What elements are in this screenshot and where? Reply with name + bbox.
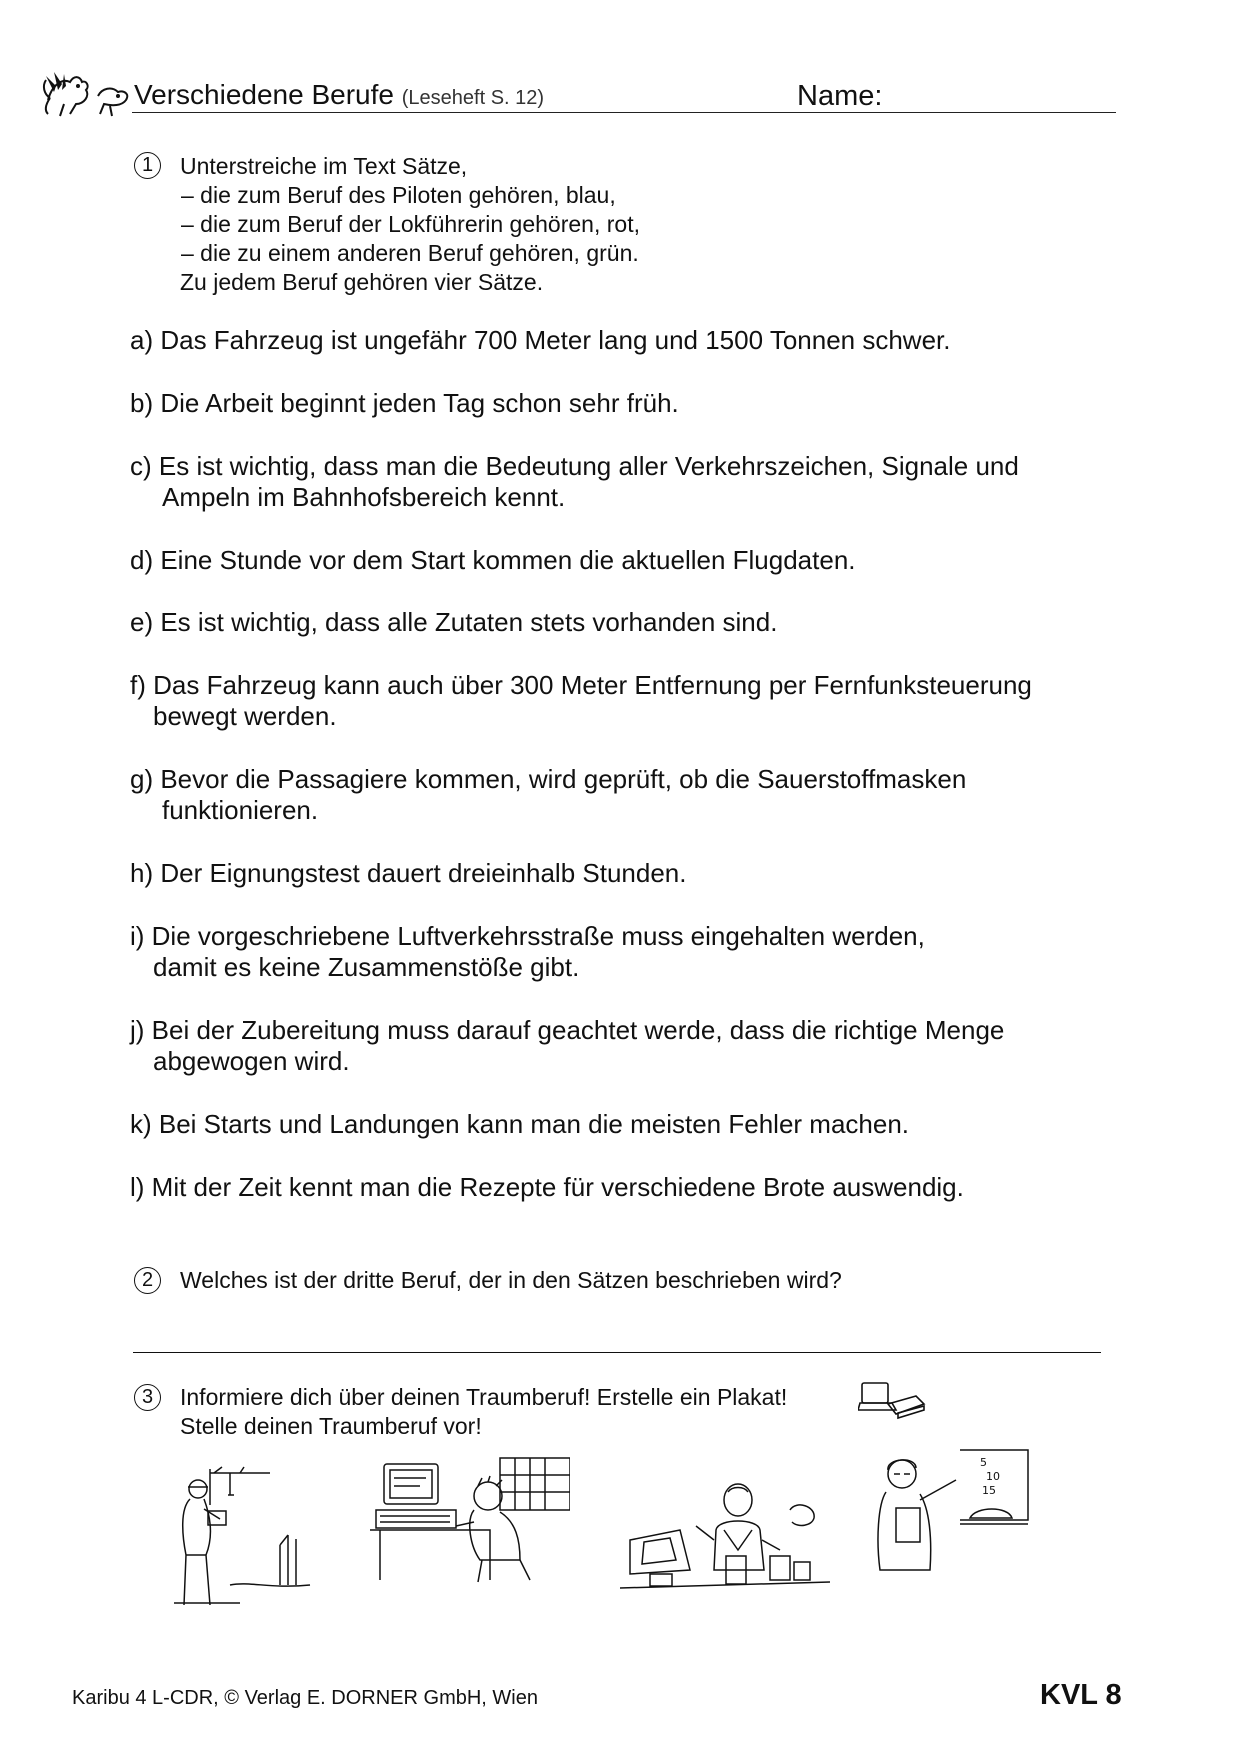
task-1-line: – die zum Beruf des Piloten gehören, blau, (181, 182, 616, 208)
task-1-line: – die zum Beruf der Lokführerin gehören, rot, (181, 211, 640, 237)
title-underline (132, 112, 1116, 113)
sentence-text: h) Der Eignungstest dauert dreieinhalb Stunden. (130, 858, 687, 888)
sentence-text: b) Die Arbeit beginnt jeden Tag schon sehr früh. (130, 388, 679, 418)
svg-text:5: 5 (980, 1456, 987, 1469)
task-3-number: 3 (134, 1384, 161, 1411)
sentence-text: a) Das Fahrzeug ist ungefähr 700 Meter lang und 1500 Tonnen schwer. (130, 325, 951, 355)
sentence-text: k) Bei Starts und Landungen kann man die meisten Fehler machen. (130, 1109, 910, 1139)
construction-worker-illustration (170, 1465, 315, 1615)
footer-copyright: Karibu 4 L-CDR, © Verlag E. DORNER GmbH, Wien (72, 1687, 538, 1709)
task-1-line: Unterstreiche im Text Sätze, (180, 153, 468, 179)
task-1-line: – die zu einem anderen Beruf gehören, grün. (181, 240, 639, 266)
sentence-g (130, 764, 966, 826)
footer-page-code: KVL 8 (1040, 1679, 1122, 1711)
page-title (134, 79, 544, 111)
task-2-number: 2 (134, 1267, 161, 1294)
sentence-text-continued: abgewogen wird. (153, 1046, 350, 1076)
sentence-text: f) Das Fahrzeug kann auch über 300 Meter Entfernung per Fernfunksteuerung (130, 670, 1032, 700)
title-reference: (Leseheft S. 12) (401, 87, 545, 109)
baker-illustration (620, 1470, 830, 1610)
sentence-text-continued: damit es keine Zusammenstöße gibt. (153, 952, 580, 982)
task-2-question: Welches ist der dritte Beruf, der in den Sätzen beschrieben wird? (180, 1267, 842, 1293)
sentence-text-continued: funktionieren. (162, 795, 319, 825)
sentence-d (130, 545, 856, 576)
sentence-text: j) Bei der Zubereitung muss darauf geachtet werde, dass die richtige Menge (130, 1015, 1005, 1045)
svg-text:15: 15 (982, 1484, 996, 1497)
task-1-number: 1 (134, 152, 161, 179)
task-1-instructions (180, 152, 640, 297)
task-3-instructions (180, 1383, 787, 1441)
sentence-a (130, 325, 951, 356)
sentence-f (130, 670, 1032, 732)
sentence-text: c) Es ist wichtig, dass man die Bedeutung aller Verkehrszeichen, Signale und (130, 451, 1019, 481)
sentence-e (130, 607, 777, 638)
title-text: Verschiedene Berufe (134, 79, 394, 110)
sentence-k (130, 1109, 909, 1140)
task-1-line: Zu jedem Beruf gehören vier Sätze. (180, 269, 544, 295)
laptop-and-book-icon (858, 1380, 928, 1422)
sentence-text: g) Bevor die Passagiere kommen, wird geprüft, ob die Sauerstoffmasken (130, 764, 967, 794)
sentence-i (130, 921, 925, 983)
sentence-l (130, 1172, 964, 1203)
svg-text:10: 10 (986, 1470, 1000, 1483)
rooster-logo-icon (40, 70, 132, 120)
sentence-text: d) Eine Stunde vor dem Start kommen die aktuellen Flugdaten. (130, 545, 856, 575)
sentence-text-continued: Ampeln im Bahnhofsbereich kennt. (162, 482, 566, 512)
teacher-illustration (860, 1440, 1030, 1580)
sentence-text: l) Mit der Zeit kennt man die Rezepte für verschiedene Brote auswendig. (130, 1172, 964, 1202)
answer-line[interactable] (133, 1352, 1101, 1353)
sentence-c (130, 451, 1019, 513)
sentence-text: e) Es ist wichtig, dass alle Zutaten stets vorhanden sind. (130, 607, 778, 637)
task-3-line: Informiere dich über deinen Traumberuf! Erstelle ein Plakat! (180, 1384, 788, 1410)
sentence-text: i) Die vorgeschriebene Luftverkehrsstraße muss eingehalten werden, (130, 921, 925, 951)
task-3-line: Stelle deinen Traumberuf vor! (180, 1413, 482, 1439)
sentence-h (130, 858, 686, 889)
name-label: Name: (797, 80, 883, 112)
sentence-j (130, 1015, 1004, 1077)
sentence-b (130, 388, 679, 419)
sentence-text-continued: bewegt werden. (153, 701, 337, 731)
office-worker-illustration (370, 1450, 570, 1590)
